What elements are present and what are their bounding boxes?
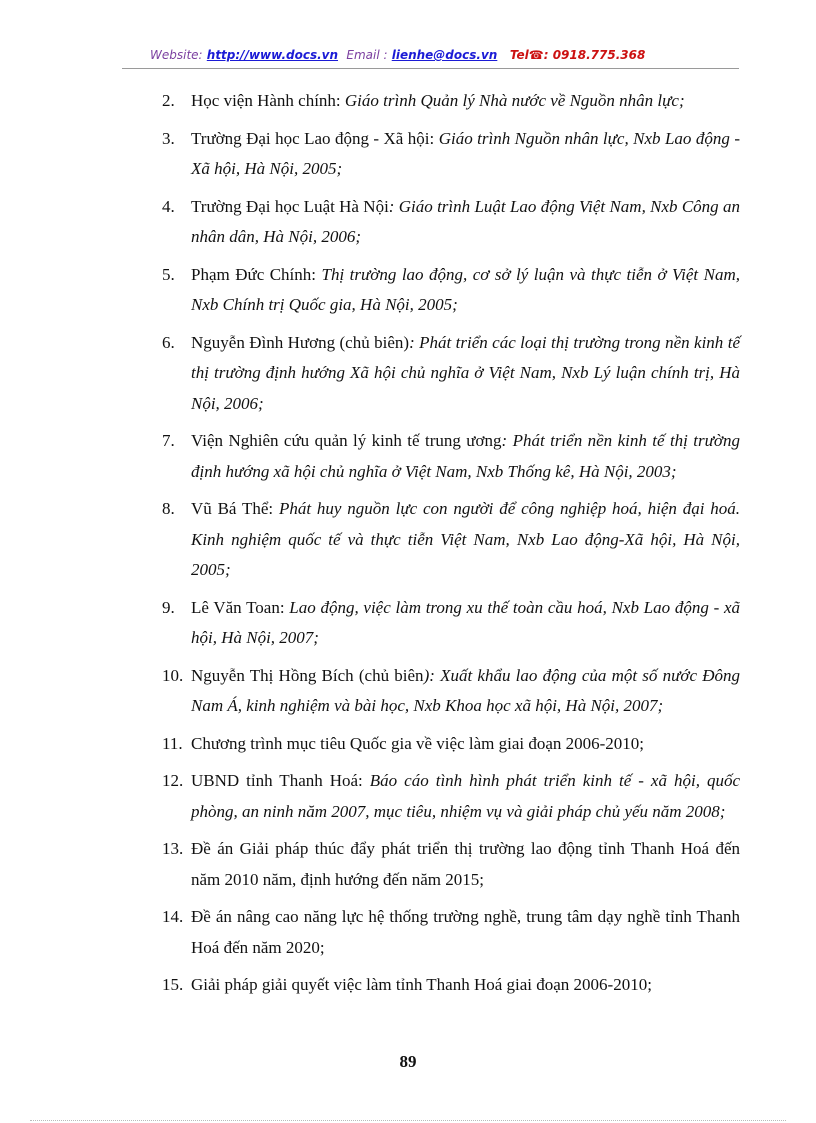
- reference-number: 8.: [162, 499, 175, 518]
- reference-author: Vũ Bá Thể:: [191, 499, 274, 518]
- reference-title: Báo cáo tình hình phát triển kinh tế - xã hội, quốc phòng, an ninh năm 2007, mục tiêu, nhiệm vụ và giải pháp chủ yếu năm 2008;: [191, 771, 740, 821]
- reference-title: : Giáo trình Luật Lao động Việt Nam, Nxb Công an nhân dân, Hà Nội, 2006;: [191, 196, 741, 246]
- reference-number: 2.: [162, 91, 175, 110]
- reference-title: : Phát triển nền kinh tế thị trường định hướng xã hội chủ nghĩa ở Việt Nam, Nxb Thống kê, Hà Nội, 2003;: [191, 431, 740, 481]
- reference-author: Viện Nghiên cứu quản lý kinh tế trung ương: [191, 431, 502, 450]
- reference-author: Lê Văn Toan:: [191, 597, 285, 617]
- reference-number: 3.: [162, 128, 175, 148]
- reference-list: [162, 86, 740, 1008]
- reference-item: [162, 902, 740, 963]
- header-divider: [122, 68, 739, 69]
- reference-author: Chương trình mục tiêu Quốc gia về việc làm giai đoạn 2006-2010;: [191, 733, 645, 753]
- reference-author: Đề án nâng cao năng lực hệ thống trường nghề, trung tâm dạy nghề tỉnh Thanh Hoá đến năm 2020;: [191, 907, 740, 957]
- reference-item: [162, 494, 740, 586]
- reference-item: [162, 260, 740, 321]
- page-header: [150, 48, 710, 62]
- reference-item: [162, 192, 740, 253]
- reference-number: 4.: [162, 196, 175, 216]
- reference-number: 14.: [162, 907, 184, 926]
- reference-item: [162, 124, 740, 185]
- reference-item: [162, 593, 740, 654]
- email-label: Email :: [346, 48, 388, 62]
- website-label: Website:: [150, 48, 203, 62]
- reference-number: 11.: [162, 733, 183, 753]
- reference-title: Thị trường lao động, cơ sở lý luận và thực tiễn ở Việt Nam, Nxb Chính trị Quốc gia, Hà Nội, 2005;: [191, 264, 741, 314]
- reference-author: Học viện Hành chính:: [191, 91, 341, 110]
- reference-author: Nguyễn Đình Hương (chủ biên): [191, 332, 410, 352]
- reference-author: Đề án Giải pháp thúc đẩy phát triển thị trường lao động tỉnh Thanh Hoá đến năm 2010 năm, định hướng đến năm 2015;: [191, 839, 740, 889]
- reference-item: [162, 661, 740, 722]
- reference-number: 12.: [162, 771, 184, 790]
- website-link[interactable]: http://www.docs.vn: [206, 48, 339, 62]
- reference-number: 15.: [162, 975, 184, 994]
- tel-label: Tel: [509, 48, 529, 62]
- reference-number: 10.: [162, 665, 184, 685]
- reference-author: Trường Đại học Lao động - Xã hội:: [191, 128, 435, 148]
- reference-number: 7.: [162, 431, 175, 450]
- reference-item: [162, 834, 740, 895]
- reference-title: : Phát triển các loại thị trường trong nền kinh tế thị trường định hướng Xã hội chủ nghĩa ở Việt Nam, Nxb Lý luận chính trị, Hà Nội, 2006;: [191, 332, 740, 413]
- reference-item: [162, 426, 740, 487]
- phone-icon: ☎: [528, 48, 544, 62]
- reference-number: 9.: [162, 597, 175, 617]
- reference-number: 6.: [162, 332, 175, 352]
- reference-author: Nguyễn Thị Hồng Bích (chủ biên: [191, 665, 424, 685]
- reference-title: Giáo trình Quản lý Nhà nước về Nguồn nhân lực;: [340, 91, 685, 110]
- reference-number: 13.: [162, 839, 184, 858]
- reference-title: ): Xuất khẩu lao động của một số nước Đông Nam Á, kinh nghiệm và bài học, Nxb Khoa học xã hội, Hà Nội, 2007;: [191, 665, 741, 715]
- reference-item: [162, 729, 740, 760]
- reference-author: Phạm Đức Chính:: [191, 264, 317, 284]
- reference-author: UBND tỉnh Thanh Hoá:: [191, 771, 363, 790]
- reference-title: Giáo trình Nguồn nhân lực, Nxb Lao động - Xã hội, Hà Nội, 2005;: [191, 128, 740, 178]
- footer-divider: [30, 1120, 786, 1121]
- reference-author: Trường Đại học Luật Hà Nội: [191, 196, 389, 216]
- tel-number: : 0918.775.368: [543, 48, 646, 62]
- reference-item: [162, 328, 740, 420]
- reference-number: 5.: [162, 264, 175, 284]
- reference-item: [162, 766, 740, 827]
- reference-author: Giải pháp giải quyết việc làm tỉnh Thanh Hoá giai đoạn 2006-2010;: [191, 975, 652, 994]
- reference-item: [162, 970, 740, 1001]
- reference-title: Phát huy nguồn lực con người để công nghiệp hoá, hiện đại hoá. Kinh nghiệm quốc tế và thực tiễn Việt Nam, Nxb Lao động-Xã hội, Hà Nội, 2005;: [191, 499, 740, 579]
- reference-title: Lao động, việc làm trong xu thế toàn cầu hoá, Nxb Lao động - xã hội, Hà Nội, 2007;: [191, 597, 740, 647]
- reference-item: [162, 86, 740, 117]
- email-link[interactable]: lienhe@docs.vn: [391, 48, 498, 62]
- page-number: 89: [399, 1052, 417, 1071]
